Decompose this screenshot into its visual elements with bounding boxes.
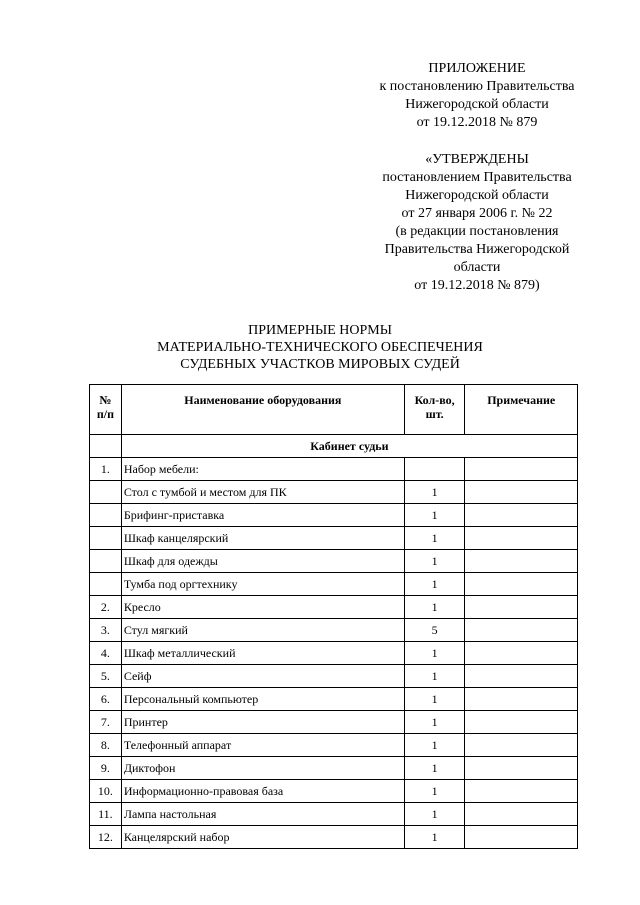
approved-line: от 27 января 2006 г. № 22 xyxy=(401,206,553,221)
row-quantity: 1 xyxy=(404,573,465,596)
row-note xyxy=(465,711,578,734)
table-header-row xyxy=(90,385,578,435)
row-name: Шкаф для одежды xyxy=(121,550,404,573)
table-row xyxy=(90,550,578,573)
row-number: 3. xyxy=(90,619,122,642)
row-quantity: 1 xyxy=(404,642,465,665)
row-quantity: 1 xyxy=(404,665,465,688)
row-quantity: 1 xyxy=(404,734,465,757)
row-quantity: 1 xyxy=(404,550,465,573)
row-note xyxy=(465,688,578,711)
row-name: Лампа настольная xyxy=(121,803,404,826)
table-row xyxy=(90,642,578,665)
appendix-block xyxy=(352,60,602,132)
row-quantity: 1 xyxy=(404,757,465,780)
table-row xyxy=(90,711,578,734)
approved-line: области xyxy=(453,260,501,275)
equipment-table xyxy=(89,384,578,849)
approved-line: «УТВЕРЖДЕНЫ xyxy=(425,152,529,167)
row-name: Телефонный аппарат xyxy=(121,734,404,757)
row-note xyxy=(465,619,578,642)
row-number: 10. xyxy=(90,780,122,803)
row-quantity: 1 xyxy=(404,711,465,734)
row-note xyxy=(465,642,578,665)
document-title xyxy=(0,322,640,373)
row-name: Канцелярский набор xyxy=(121,826,404,849)
approved-line: (в редакции постановления xyxy=(395,224,559,239)
table-row xyxy=(90,458,578,481)
table-row xyxy=(90,757,578,780)
row-note xyxy=(465,757,578,780)
row-note xyxy=(465,803,578,826)
row-note xyxy=(465,665,578,688)
row-note xyxy=(465,550,578,573)
row-number: 1. xyxy=(90,458,122,481)
row-note xyxy=(465,780,578,803)
row-quantity: 1 xyxy=(404,481,465,504)
row-number xyxy=(90,527,122,550)
row-number: 2. xyxy=(90,596,122,619)
row-number xyxy=(90,550,122,573)
header-number xyxy=(90,385,122,435)
row-number xyxy=(90,573,122,596)
section-row xyxy=(90,435,578,458)
header-note: Примечание xyxy=(465,385,578,435)
row-name: Информационно-правовая база xyxy=(121,780,404,803)
row-number: 12. xyxy=(90,826,122,849)
header-quantity-line1: Кол-во, xyxy=(414,393,455,407)
table-body xyxy=(90,435,578,849)
row-name: Принтер xyxy=(121,711,404,734)
approved-block xyxy=(352,151,602,295)
row-quantity: 5 xyxy=(404,619,465,642)
row-name: Стол с тумбой и местом для ПК xyxy=(121,481,404,504)
row-note xyxy=(465,596,578,619)
table-row xyxy=(90,481,578,504)
title-line: МАТЕРИАЛЬНО-ТЕХНИЧЕСКОГО ОБЕСПЕЧЕНИЯ xyxy=(157,340,483,355)
row-number: 5. xyxy=(90,665,122,688)
table-row xyxy=(90,527,578,550)
row-number: 9. xyxy=(90,757,122,780)
row-quantity: 1 xyxy=(404,826,465,849)
row-note xyxy=(465,573,578,596)
row-quantity: 1 xyxy=(404,780,465,803)
header-name: Наименование оборудования xyxy=(121,385,404,435)
row-quantity: 1 xyxy=(404,596,465,619)
row-number: 6. xyxy=(90,688,122,711)
appendix-line: к постановлению Правительства xyxy=(379,79,575,94)
row-name: Набор мебели: xyxy=(121,458,404,481)
table-row xyxy=(90,573,578,596)
section-empty-cell xyxy=(90,435,122,458)
table-row xyxy=(90,780,578,803)
table-row xyxy=(90,688,578,711)
header-number-line2: п/п xyxy=(96,407,114,421)
title-line: ПРИМЕРНЫЕ НОРМЫ xyxy=(248,323,392,338)
approved-line: постановлением Правительства xyxy=(382,170,572,185)
row-note xyxy=(465,527,578,550)
row-number xyxy=(90,481,122,504)
row-quantity: 1 xyxy=(404,527,465,550)
row-number: 4. xyxy=(90,642,122,665)
title-line: СУДЕБНЫХ УЧАСТКОВ МИРОВЫХ СУДЕЙ xyxy=(180,357,460,372)
table-row xyxy=(90,596,578,619)
row-name: Тумба под оргтехнику xyxy=(121,573,404,596)
table-row xyxy=(90,734,578,757)
row-quantity: 1 xyxy=(404,803,465,826)
row-name: Сейф xyxy=(121,665,404,688)
row-name: Кресло xyxy=(121,596,404,619)
row-name: Шкаф канцелярский xyxy=(121,527,404,550)
row-name: Диктофон xyxy=(121,757,404,780)
row-name: Стул мягкий xyxy=(121,619,404,642)
approved-line: от 19.12.2018 № 879) xyxy=(414,278,540,293)
row-number: 7. xyxy=(90,711,122,734)
row-name: Персональный компьютер xyxy=(121,688,404,711)
header-number-line1: № xyxy=(99,393,112,407)
row-number: 8. xyxy=(90,734,122,757)
header-quantity-line2: шт. xyxy=(425,407,444,421)
row-note xyxy=(465,458,578,481)
table-row xyxy=(90,803,578,826)
row-note xyxy=(465,734,578,757)
table-row xyxy=(90,619,578,642)
approved-line: Правительства Нижегородской xyxy=(384,242,570,257)
row-quantity: 1 xyxy=(404,688,465,711)
section-title: Кабинет судьи xyxy=(121,435,577,458)
row-number xyxy=(90,504,122,527)
row-quantity xyxy=(404,458,465,481)
header-quantity xyxy=(404,385,465,435)
appendix-line: ПРИЛОЖЕНИЕ xyxy=(428,61,526,76)
appendix-line: Нижегородской области xyxy=(405,97,549,112)
row-name: Брифинг-приставка xyxy=(121,504,404,527)
row-note xyxy=(465,504,578,527)
table-row xyxy=(90,504,578,527)
row-note xyxy=(465,826,578,849)
table-row xyxy=(90,665,578,688)
row-quantity: 1 xyxy=(404,504,465,527)
row-number: 11. xyxy=(90,803,122,826)
table-row xyxy=(90,826,578,849)
row-name: Шкаф металлический xyxy=(121,642,404,665)
approved-line: Нижегородской области xyxy=(405,188,549,203)
appendix-line: от 19.12.2018 № 879 xyxy=(416,115,538,130)
row-note xyxy=(465,481,578,504)
